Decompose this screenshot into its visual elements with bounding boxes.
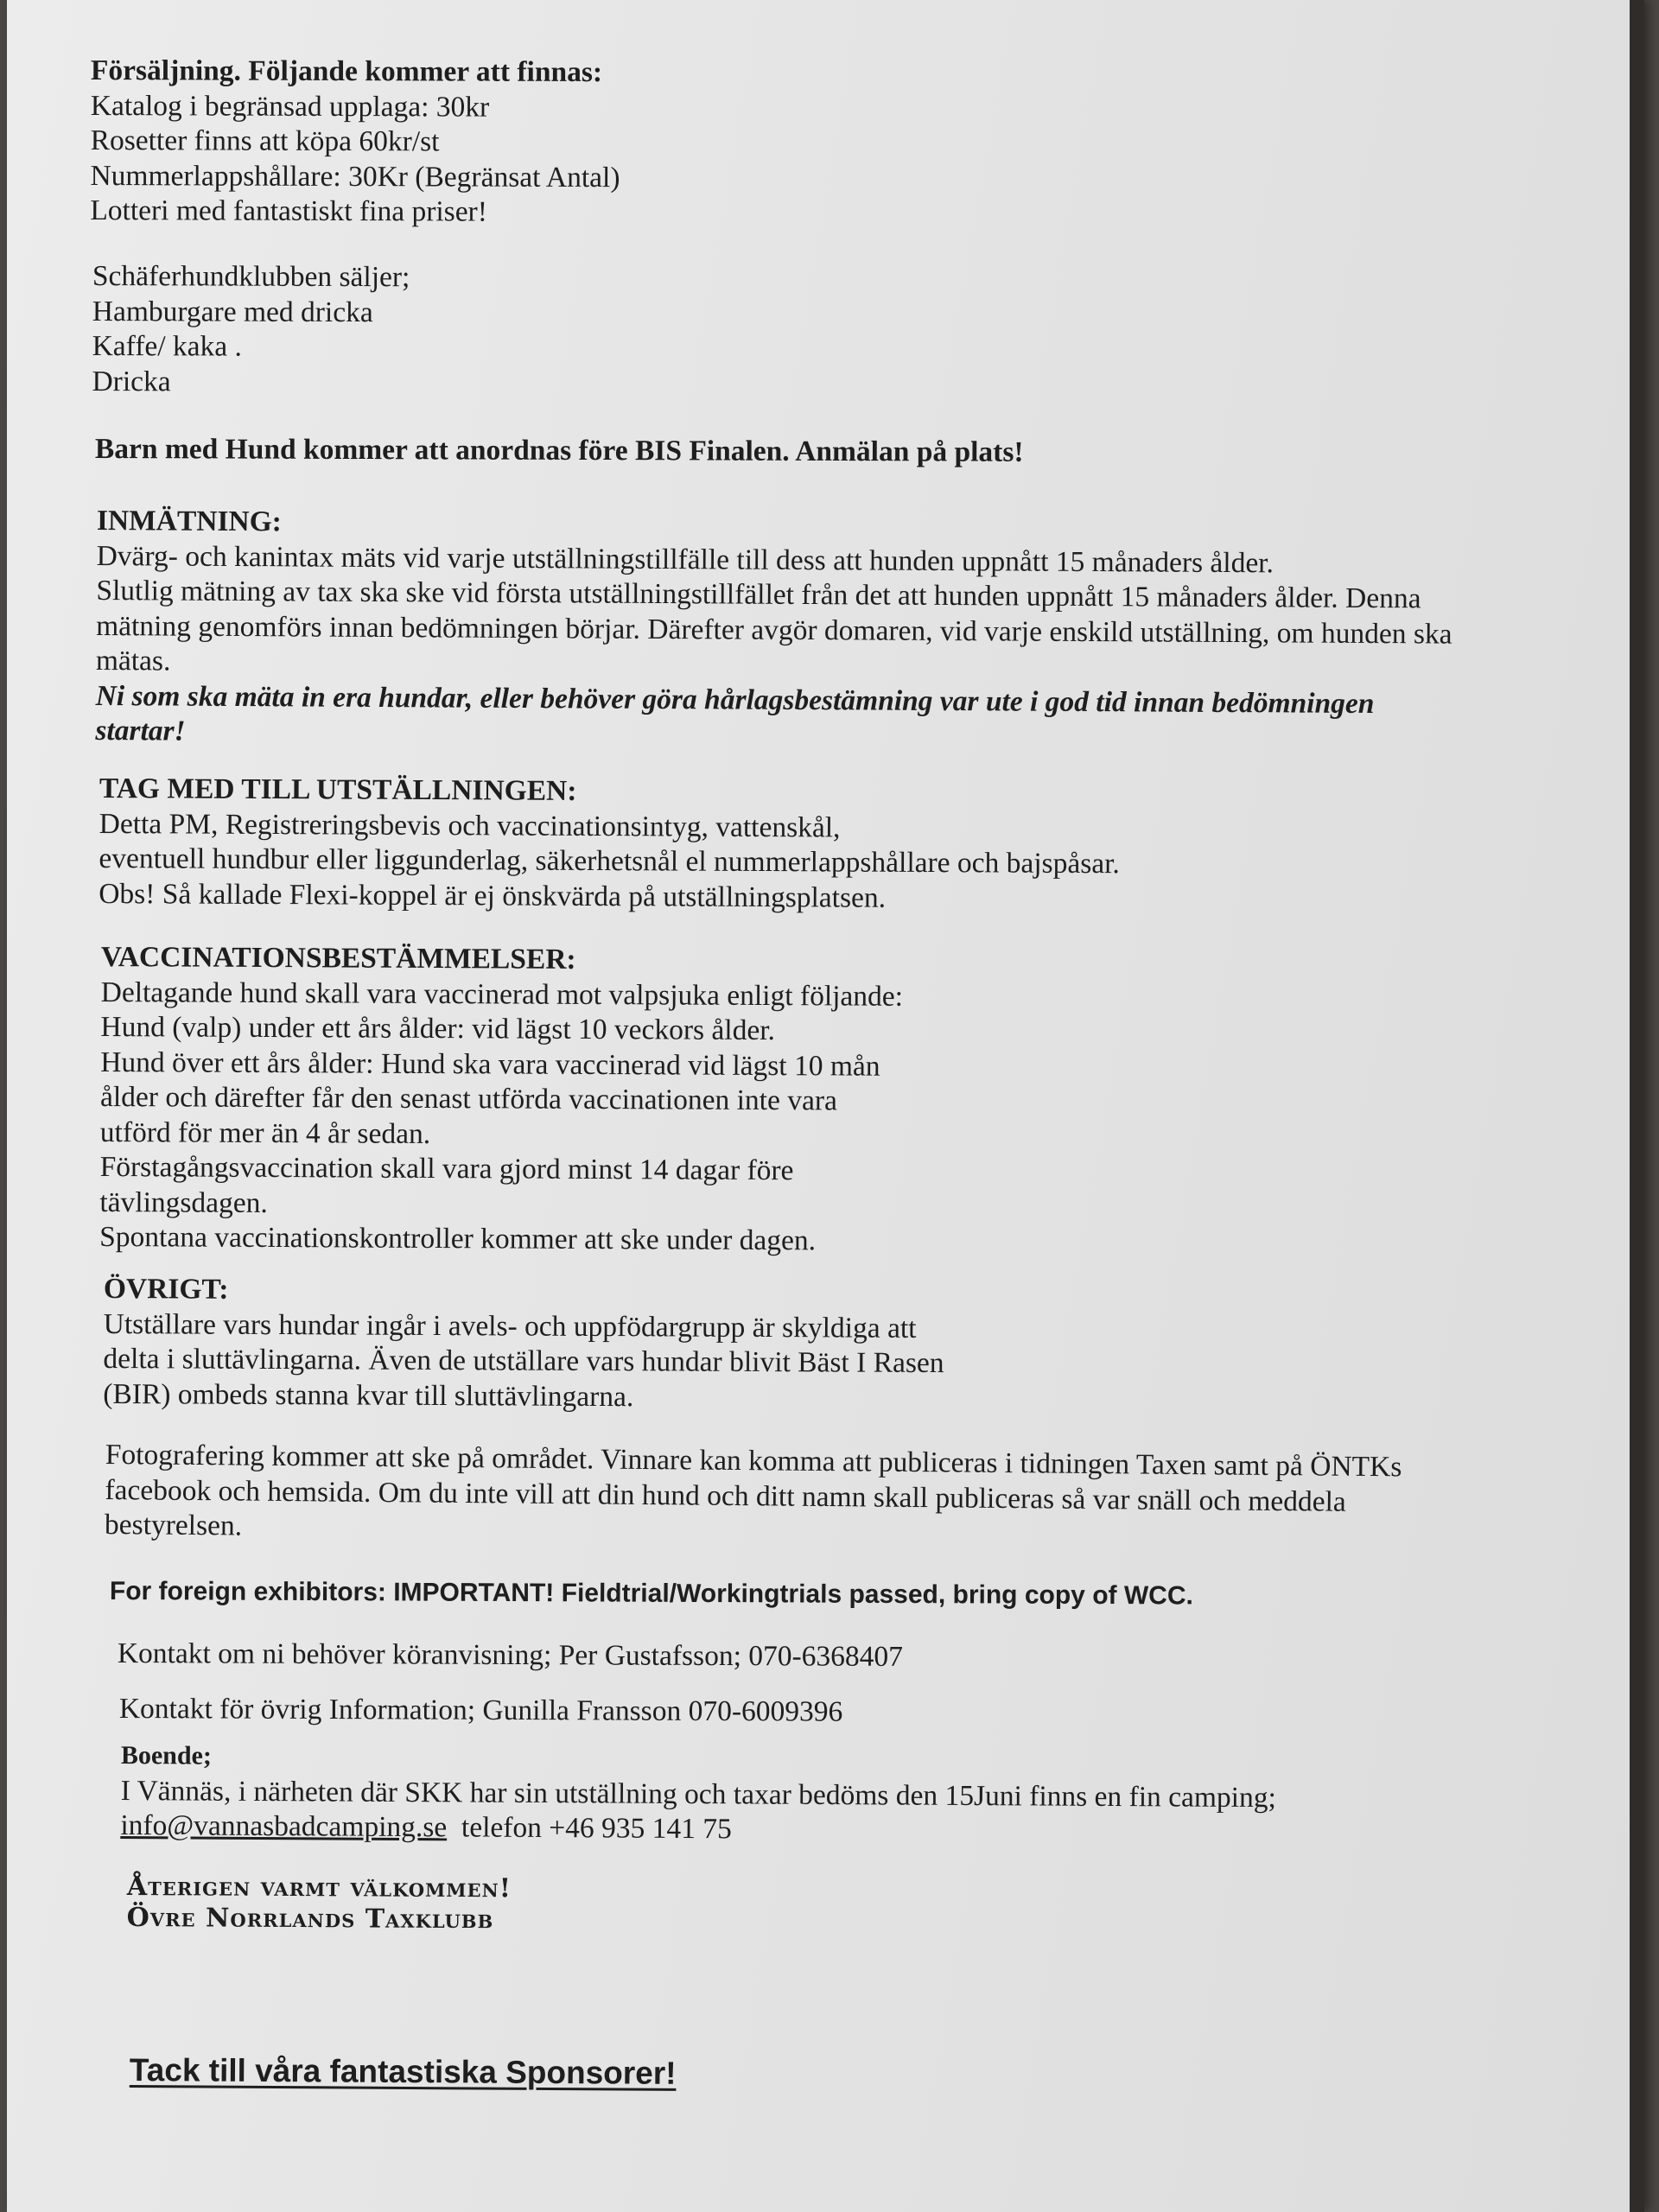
measuring-section bbox=[95, 504, 1452, 757]
other-line: (BIR) ombeds stanna kvar till sluttävlingarna. bbox=[103, 1377, 634, 1413]
lodging-section bbox=[120, 1738, 1276, 1851]
kids-notice-text: Barn med Hund kommer att anordnas före BIS Finalen. Anmälan på plats! bbox=[94, 433, 1024, 468]
club-item: Hamburgare med dricka bbox=[92, 295, 373, 328]
sales-section bbox=[90, 54, 620, 231]
foreign-notice-text: For foreign exhibitors: IMPORTANT! Fieldtrial/Workingtrials passed, bring copy of WCC. bbox=[109, 1577, 1193, 1611]
vaccination-line: Hund över ett års ålder: Hund ska vara vaccinerad vid lägst 10 mån bbox=[100, 1046, 880, 1083]
vaccination-heading: VACCINATIONSBESTÄMMELSER: bbox=[100, 941, 576, 976]
bring-line: Obs! Så kallade Flexi-koppel är ej önskvärda på utställningsplatsen. bbox=[99, 877, 887, 914]
measuring-line: Dvärg- och kanintax mäts vid varje utställningstillfälle till dess att hunden uppnått 15 månaders ålder. bbox=[96, 539, 1274, 579]
sales-item: Katalog i begränsad upplaga: 30kr bbox=[90, 89, 490, 124]
measuring-heading: INMÄTNING: bbox=[96, 505, 283, 538]
photo-section bbox=[105, 1438, 1402, 1555]
club-section bbox=[92, 259, 410, 400]
other-line: delta i sluttävlingarna. Även de utställare vars hundar blivit Bäst I Rasen bbox=[103, 1342, 944, 1380]
sales-heading: Försäljning. Följande kommer att finnas: bbox=[90, 54, 603, 89]
vaccination-line: Spontana vaccinationskontroller kommer att ske under dagen. bbox=[99, 1220, 817, 1257]
lodging-contact bbox=[120, 1808, 1275, 1851]
sales-item: Nummerlappshållare: 30Kr (Begränsat Antal) bbox=[90, 159, 620, 194]
sales-item: Rosetter finns att köpa 60kr/st bbox=[90, 124, 440, 158]
contact-directions bbox=[118, 1637, 903, 1675]
closing-section bbox=[127, 1872, 512, 1936]
document-page bbox=[7, 0, 1644, 2212]
vaccination-line: Förstagångsvaccination skall vara gjord minst 14 dagar före bbox=[99, 1150, 794, 1187]
bring-section bbox=[99, 772, 1120, 917]
measuring-emphasis: startar! bbox=[95, 714, 186, 747]
photo-line: facebook och hemsida. Om du inte vill att din hund och ditt namn skall publiceras så var snäll och meddela bbox=[105, 1473, 1346, 1518]
foreign-notice bbox=[110, 1574, 1193, 1614]
club-intro: Schäferhundklubben säljer; bbox=[92, 260, 410, 294]
other-section bbox=[103, 1272, 944, 1416]
lodging-heading: Boende; bbox=[120, 1741, 212, 1770]
bring-heading: TAG MED TILL UTSTÄLLNINGEN: bbox=[99, 772, 577, 807]
closing-line: Återigen varmt välkommen! bbox=[126, 1872, 512, 1904]
bring-line: Detta PM, Registreringsbevis och vaccinationsintyg, vattenskål, bbox=[99, 807, 841, 843]
vaccination-line: Hund (valp) under ett års ålder: vid lägst 10 veckors ålder. bbox=[100, 1010, 776, 1047]
measuring-line: mätning genomförs innan bedömningen börjar. Därefter avgör domaren, vid varje enskild utställning, om hunden ska bbox=[96, 609, 1452, 651]
photo-line: bestyrelsen. bbox=[104, 1508, 243, 1542]
other-heading: ÖVRIGT: bbox=[103, 1273, 229, 1306]
sales-item: Lotteri med fantastiskt fina priser! bbox=[90, 194, 487, 228]
vaccination-section bbox=[99, 940, 903, 1259]
vaccination-line: tävlingsdagen. bbox=[99, 1185, 268, 1219]
sponsors-heading: Tack till våra fantastiska Sponsorer! bbox=[129, 2052, 677, 2091]
lodging-email-link[interactable]: info@vannasbadcamping.se bbox=[120, 1808, 448, 1844]
photo-line: Fotografering kommer att ske på området. Vinnare kan komma att publiceras i tidningen Taxen samt på ÖNTKs bbox=[105, 1439, 1402, 1484]
vaccination-line: ålder och därefter får den senast utförda vaccinationen inte vara bbox=[99, 1080, 838, 1117]
kids-notice bbox=[95, 432, 1024, 470]
measuring-line: Slutlig mätning av tax ska ske vid första utställningstillfället från det att hunden uppnått 15 månaders ålder. Denna bbox=[96, 574, 1421, 615]
lodging-text: I Vännäs, i närheten där SKK har sin utställning och taxar bedöms den 15Juni finns en fin camping; bbox=[120, 1774, 1276, 1814]
other-line: Utställare vars hundar ingår i avels- och uppfödargrupp är skyldiga att bbox=[103, 1307, 917, 1344]
bring-line: eventuell hundbur eller liggunderlag, säkerhetsnål el nummerlappshållare och bajspåsar. bbox=[99, 842, 1120, 880]
measuring-line: mätas. bbox=[95, 644, 171, 677]
vaccination-line: Deltagande hund skall vara vaccinerad mot valpsjuka enligt följande: bbox=[100, 976, 904, 1013]
sponsors-section bbox=[130, 2053, 677, 2091]
club-item: Dricka bbox=[92, 365, 171, 397]
vaccination-line: utförd för mer än 4 år sedan. bbox=[99, 1116, 431, 1150]
contact-line: Kontakt om ni behöver köranvisning; Per Gustafsson; 070-6368407 bbox=[117, 1637, 904, 1673]
page-edge-shadow bbox=[1630, 0, 1644, 2212]
club-item: Kaffe/ kaka . bbox=[92, 329, 243, 363]
measuring-emphasis: Ni som ska mäta in era hundar, eller behöver göra hårlagsbestämning var ute i god tid innan bedömningen bbox=[95, 679, 1375, 720]
closing-line: Övre Norrlands Taxklubb bbox=[126, 1902, 494, 1936]
contact-info bbox=[119, 1692, 843, 1730]
contact-line: Kontakt för övrig Information; Gunilla Fransson 070-6009396 bbox=[118, 1693, 843, 1728]
lodging-phone: telefon +46 935 141 75 bbox=[461, 1811, 732, 1846]
